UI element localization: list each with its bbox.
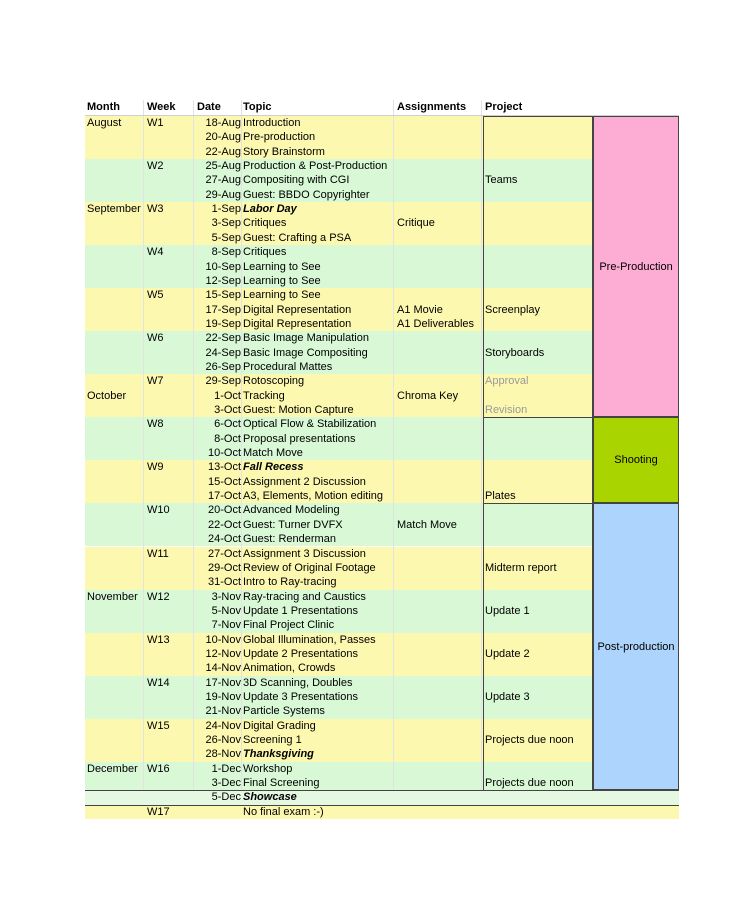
row-topic: Basic Image Compositing — [243, 346, 368, 359]
row-date: 26-Sep — [205, 360, 241, 373]
row-date: 25-Aug — [205, 160, 241, 173]
row-project: Projects due noon — [485, 734, 574, 747]
row-date: 1-Dec — [211, 762, 241, 775]
row-month: September — [87, 203, 141, 216]
row-week: W4 — [147, 246, 164, 259]
row-topic: Critiques — [243, 246, 287, 259]
header-topic: Topic — [243, 101, 272, 113]
row-week: W11 — [147, 547, 169, 560]
row-project: Midterm report — [485, 561, 557, 574]
row-date: 10-Sep — [205, 260, 241, 273]
row-topic: Final Screening — [243, 777, 320, 790]
row-topic: Global Illumination, Passes — [243, 633, 376, 646]
row-assignment: Chroma Key — [397, 389, 459, 402]
row-date: 17-Nov — [205, 676, 241, 689]
showcase-bottom-line — [85, 805, 679, 806]
row-topic: Digital Representation — [243, 317, 352, 330]
row-week: W1 — [147, 117, 164, 129]
row-date: 17-Oct — [207, 490, 241, 503]
row-date: 10-Nov — [205, 633, 241, 646]
row-topic: Guest: Renderman — [243, 533, 336, 546]
row-date: 27-Aug — [205, 174, 241, 187]
row-project: Storyboards — [485, 346, 545, 359]
row-date: 15-Oct — [207, 475, 241, 488]
row-topic: A3, Elements, Motion editing — [243, 490, 384, 503]
row-topic: Assignment 2 Discussion — [243, 475, 366, 488]
row-topic: Critiques — [243, 217, 287, 230]
row-date: 18-Aug — [205, 117, 241, 129]
row-week: W5 — [147, 289, 164, 302]
row-month: December — [87, 762, 138, 775]
row-project: Screenplay — [485, 303, 541, 316]
project-box — [483, 417, 593, 504]
row-month: November — [87, 590, 138, 603]
header-assignments: Assignments — [397, 101, 467, 113]
row-date: 29-Sep — [205, 375, 241, 388]
row-project: Update 2 — [485, 647, 530, 660]
row-assignment: A1 Movie — [397, 303, 443, 316]
row-topic: Guest: Turner DVFX — [243, 518, 343, 531]
row-topic: Review of Original Footage — [243, 561, 376, 574]
row-date: 14-Nov — [205, 662, 241, 675]
row-week: W15 — [147, 719, 170, 732]
row-topic: Procedural Mattes — [243, 360, 333, 373]
row-date: 19-Nov — [205, 691, 241, 703]
row-week: W13 — [147, 633, 170, 646]
row-topic: Fall Recess — [243, 461, 304, 474]
row-topic: Match Move — [243, 447, 303, 460]
row-topic: Particle Systems — [243, 705, 325, 718]
row-date: 22-Sep — [205, 332, 241, 345]
showcase-top-line — [85, 790, 679, 791]
row-topic: 3D Scanning, Doubles — [243, 676, 353, 689]
row-date: 8-Oct — [214, 432, 241, 445]
row-date: 3-Sep — [211, 217, 241, 230]
phase-pre-production — [593, 116, 679, 417]
row-month: August — [87, 117, 122, 129]
table-header-row — [85, 100, 679, 114]
row-date: 15-Sep — [205, 289, 241, 302]
row-assignment: Critique — [397, 217, 435, 230]
row-date: 8-Sep — [211, 246, 241, 259]
row-topic: Optical Flow & Stabilization — [243, 418, 377, 431]
row-topic: Labor Day — [243, 203, 297, 216]
row-month: October — [87, 389, 127, 402]
row-topic: Digital Grading — [243, 719, 316, 732]
row-topic: Update 3 Presentations — [243, 691, 358, 703]
row-date: 22-Aug — [205, 145, 241, 158]
row-week: W2 — [147, 160, 164, 173]
row-topic: Showcase — [243, 791, 297, 804]
row-date: 17-Sep — [205, 303, 241, 316]
grid-line — [143, 100, 144, 790]
phase-pre-production-label: Pre-Production — [599, 260, 673, 273]
grid-line — [481, 100, 482, 790]
row-topic: Tracking — [243, 389, 285, 402]
project-box — [483, 116, 593, 418]
row-topic: Digital Representation — [243, 303, 352, 316]
row-project: Plates — [485, 490, 516, 503]
row-topic: Guest: BBDO Copyrighter — [243, 188, 370, 201]
header-date: Date — [197, 101, 221, 113]
row-topic: Learning to See — [243, 274, 321, 287]
row-topic: Learning to See — [243, 260, 321, 273]
row-project: Update 3 — [485, 691, 530, 703]
phase-post-production-label: Post-production — [597, 640, 675, 653]
course-schedule-table — [85, 100, 679, 818]
phase-shooting-label: Shooting — [614, 454, 658, 467]
row-topic: Introduction — [243, 117, 301, 129]
row-topic: Update 1 Presentations — [243, 604, 358, 617]
row-date: 21-Nov — [205, 705, 241, 718]
row-date: 3-Nov — [211, 590, 241, 603]
row-project: Update 1 — [485, 604, 530, 617]
row-topic: Learning to See — [243, 289, 321, 302]
row-topic: Workshop — [243, 762, 293, 775]
row-topic: Final Project Clinic — [243, 619, 335, 632]
row-topic: Guest: Crafting a PSA — [243, 231, 352, 244]
row-week: W16 — [147, 762, 170, 775]
table-row — [85, 805, 679, 819]
row-topic: Ray-tracing and Caustics — [243, 590, 366, 603]
grid-line — [241, 100, 242, 790]
row-topic: Assignment 3 Discussion — [243, 547, 366, 560]
row-topic: Rotoscoping — [243, 375, 305, 388]
row-assignment: A1 Deliverables — [397, 317, 475, 330]
row-date: 1-Sep — [211, 203, 241, 216]
row-topic: Thanksgiving — [243, 748, 314, 761]
row-week: W9 — [147, 461, 164, 474]
row-date: 29-Oct — [207, 561, 241, 574]
row-date: 27-Oct — [207, 547, 241, 560]
row-topic: Screening 1 — [243, 734, 302, 747]
row-topic: Guest: Motion Capture — [243, 404, 354, 416]
row-week: W12 — [147, 590, 170, 603]
row-date: 1-Oct — [214, 389, 241, 402]
row-week: W10 — [147, 504, 170, 517]
table-row — [85, 790, 679, 804]
grid-line — [193, 100, 194, 790]
row-date: 28-Nov — [205, 748, 241, 761]
row-project: Approval — [485, 375, 529, 388]
row-project: Projects due noon — [485, 777, 574, 790]
header-week: Week — [147, 101, 176, 113]
row-topic: Pre-production — [243, 131, 316, 144]
row-date: 12-Sep — [205, 274, 241, 287]
row-date: 20-Aug — [205, 131, 241, 144]
row-week: W3 — [147, 203, 164, 216]
row-date: 5-Sep — [211, 231, 241, 244]
row-date — [197, 805, 241, 819]
row-date: 6-Oct — [214, 418, 241, 431]
grid-line — [393, 100, 394, 790]
row-date: 19-Sep — [205, 317, 241, 330]
row-date: 10-Oct — [207, 447, 241, 460]
row-project: Revision — [485, 404, 528, 416]
row-topic: Story Brainstorm — [243, 145, 325, 158]
header-project: Project — [485, 101, 523, 113]
row-date: 29-Aug — [205, 188, 241, 201]
row-date: 24-Sep — [205, 346, 241, 359]
phase-post-production — [593, 503, 679, 790]
row-date: 20-Oct — [207, 504, 241, 517]
header-month: Month — [87, 101, 120, 113]
row-date: 26-Nov — [205, 734, 241, 747]
row-week: W17 — [147, 805, 170, 818]
row-week: W7 — [147, 375, 164, 388]
row-topic: No final exam :-) — [243, 805, 324, 818]
row-topic: Intro to Ray-tracing — [243, 576, 337, 589]
row-date: 24-Oct — [207, 533, 241, 546]
row-date: 5-Nov — [211, 604, 241, 617]
row-week: W14 — [147, 676, 170, 689]
row-date: 3-Dec — [211, 777, 241, 790]
row-date: 5-Dec — [211, 791, 241, 804]
row-topic: Animation, Crowds — [243, 662, 336, 675]
phase-shooting — [593, 417, 679, 503]
row-date: 31-Oct — [207, 576, 241, 589]
row-date: 12-Nov — [205, 647, 241, 660]
row-topic: Compositing with CGI — [243, 174, 350, 187]
row-topic: Advanced Modeling — [243, 504, 340, 517]
row-topic: Proposal presentations — [243, 432, 356, 445]
row-week: W8 — [147, 418, 164, 431]
row-date: 22-Oct — [207, 518, 241, 531]
row-date: 24-Nov — [205, 719, 241, 732]
row-assignment: Match Move — [397, 518, 457, 531]
row-project: Teams — [485, 174, 518, 187]
row-date: 13-Oct — [207, 461, 241, 474]
project-box — [483, 503, 593, 791]
row-date: 3-Oct — [214, 404, 241, 416]
row-week: W6 — [147, 332, 164, 345]
row-date: 7-Nov — [211, 619, 241, 632]
row-topic: Production & Post-Production — [243, 160, 388, 173]
row-topic: Update 2 Presentations — [243, 647, 358, 660]
row-topic: Basic Image Manipulation — [243, 332, 369, 345]
